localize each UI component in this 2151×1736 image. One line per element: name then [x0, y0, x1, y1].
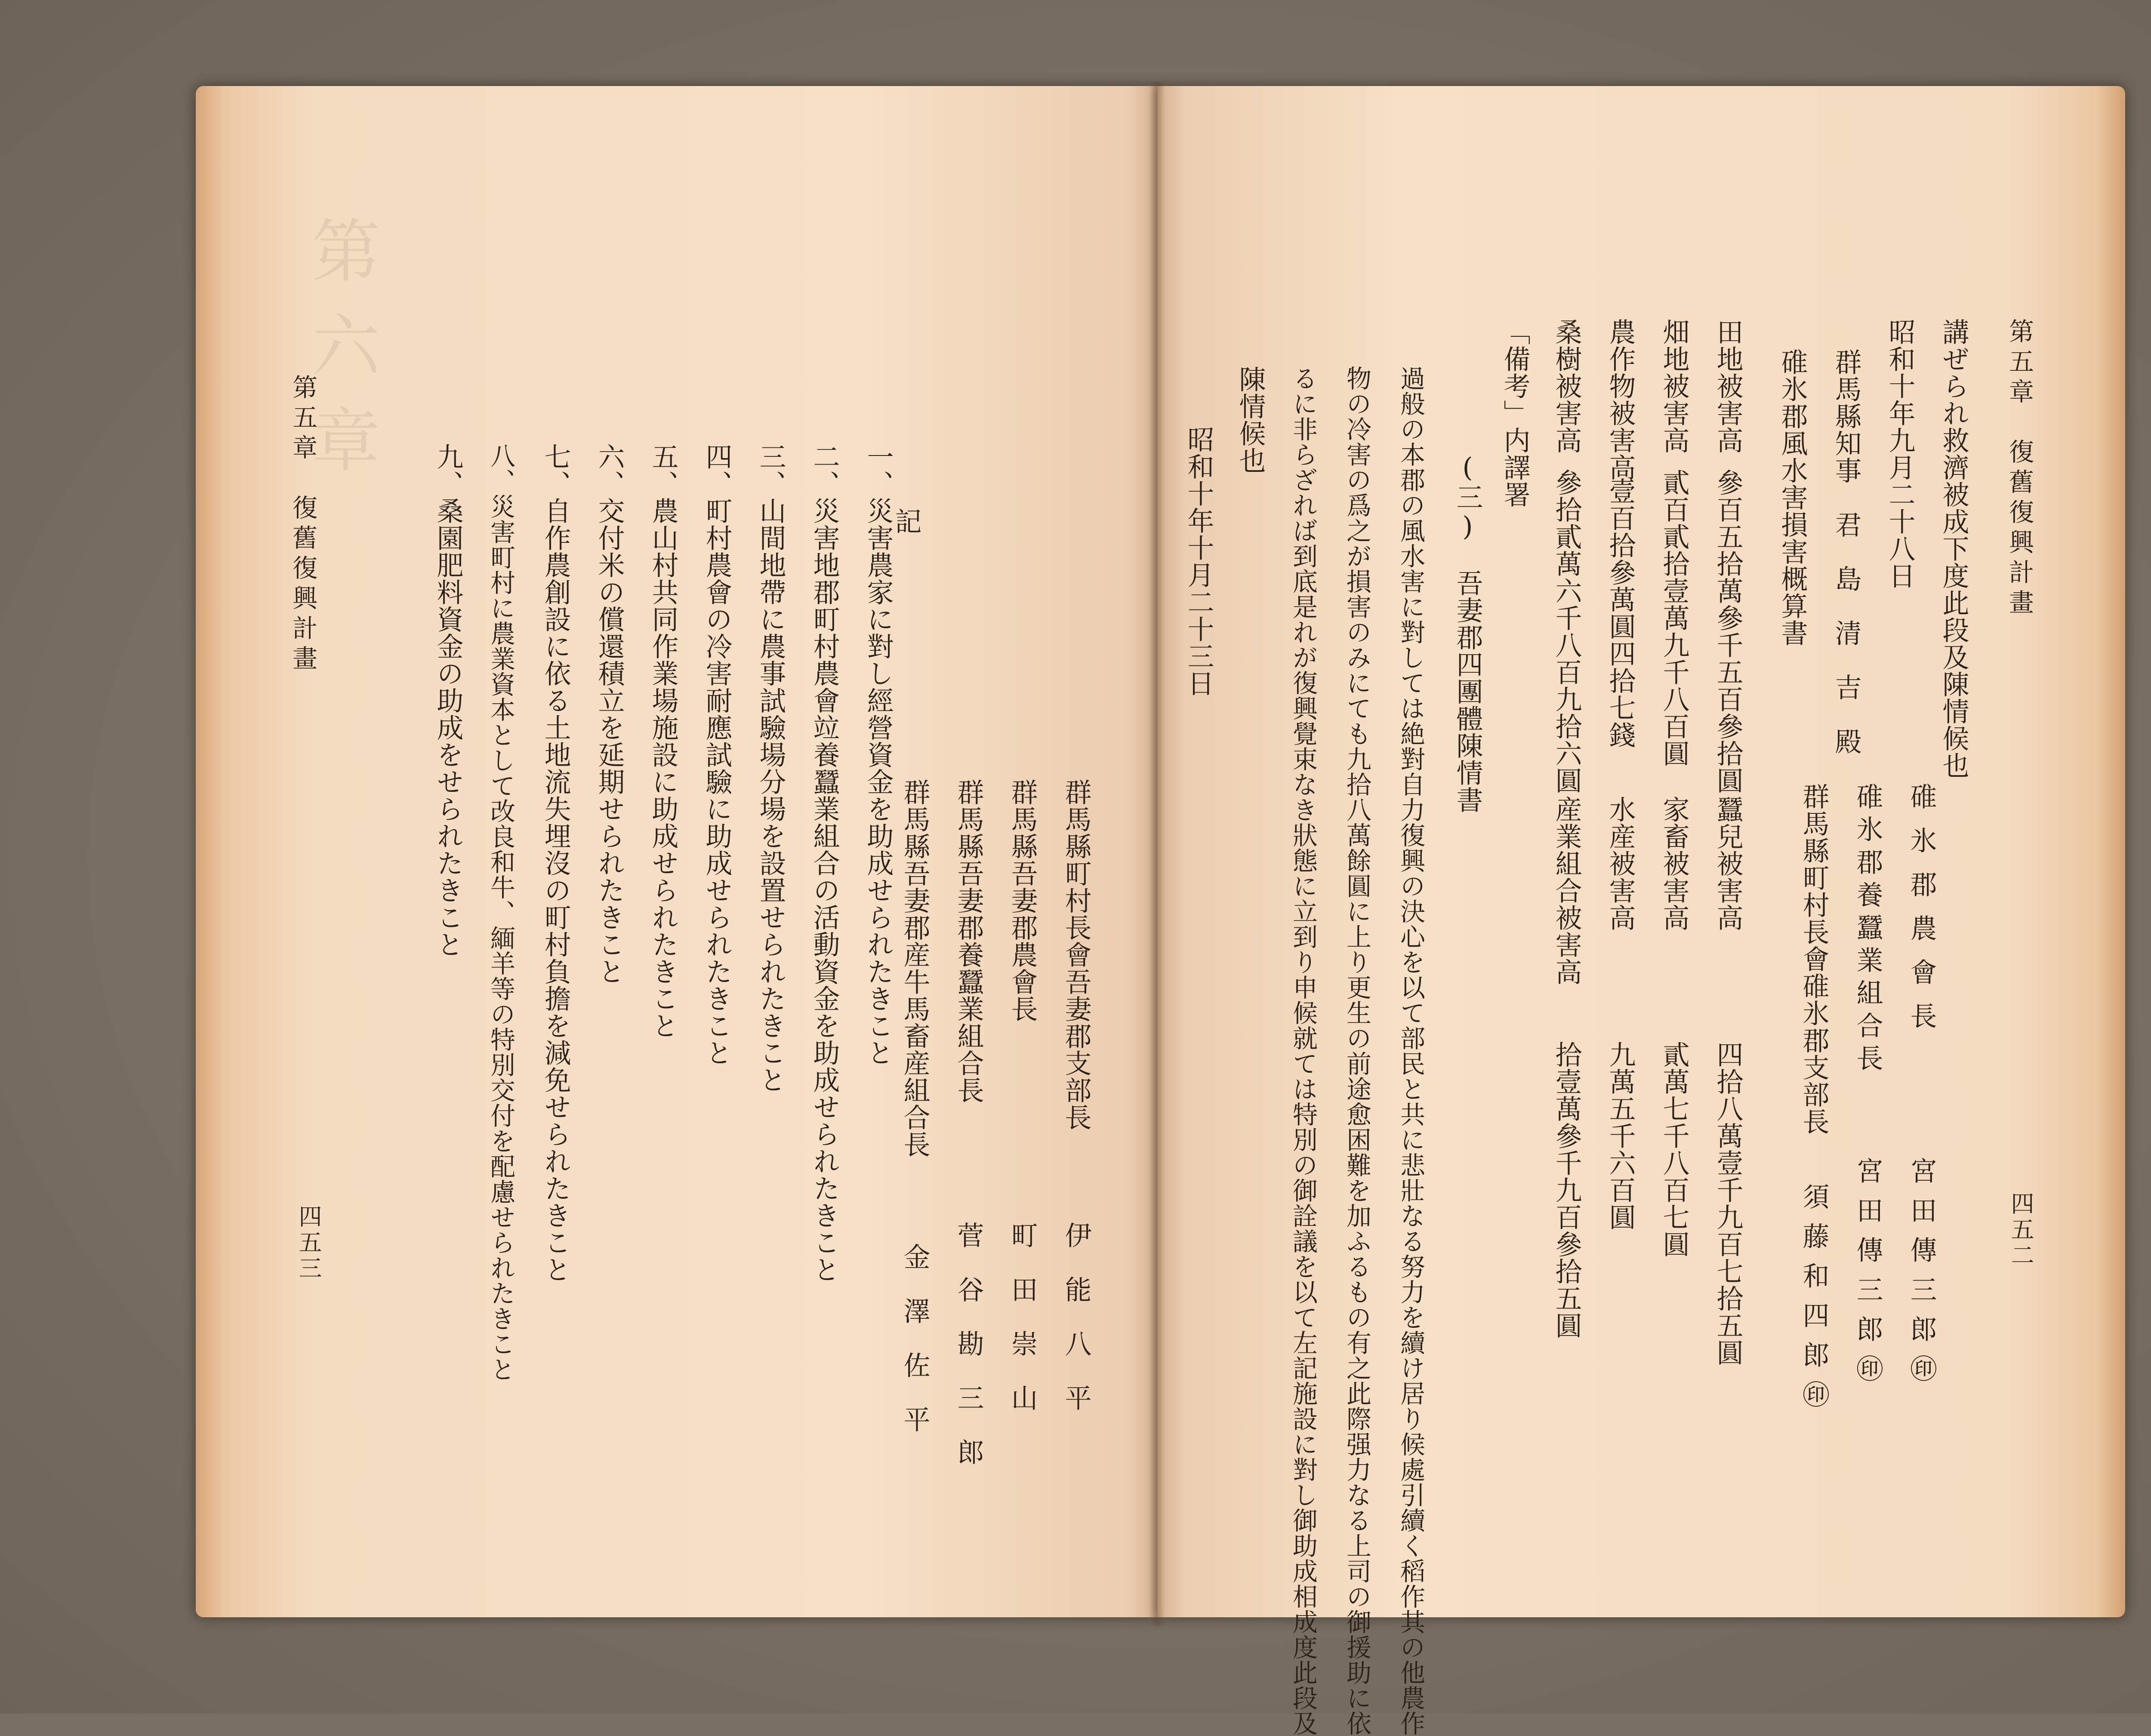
- signatory-1-title: 群馬縣町村長會吾妻郡支部長: [1060, 779, 1092, 1131]
- list-item-6: 六、交付米の償還積立を延期せられたきこと: [594, 443, 625, 985]
- list-item-1: 一、災害農家に對し經營資金を助成せられたきこと: [863, 443, 894, 1066]
- sender-3-name: 須藤和四郎㊞: [1798, 1183, 1830, 1420]
- signatory-4-title: 群馬縣吾妻郡産牛馬畜産組合長: [899, 779, 931, 1158]
- bleed-through-left: 第六章: [300, 215, 380, 499]
- damage-7-label: 水産被害高: [1605, 796, 1636, 931]
- section-title: (三) 吾妻郡四團體陳情書: [1452, 452, 1483, 813]
- signatory-1-name: 伊 能 八 平: [1060, 1222, 1092, 1411]
- date-1: 昭和十年九月二十八日: [1884, 318, 1916, 589]
- body-line-3: るに非らざれば到底是れが復興覺束なき狀態に立到り申候就ては特別の御詮議を以て左記施設に對し御助成相成度此段及: [1288, 366, 1318, 1736]
- body-line-1: 過般の本郡の風水害に對しては絶對自力復興の決心を以て部民と共に悲壯なる努力を續け居り候處引續く稻作其の他農作: [1396, 366, 1425, 1736]
- damage-4-label: 桑樹被害高: [1551, 318, 1582, 454]
- body-line-4: 陳情候也: [1235, 366, 1266, 474]
- sender-2-title: 碓氷郡養蠶業組合長: [1852, 783, 1883, 1077]
- signatory-4-name: 金 澤 佐 平: [899, 1243, 931, 1433]
- sender-1-title: 碓氷郡農會長: [1906, 783, 1937, 1046]
- damage-3-label: 農作物被害高: [1605, 318, 1636, 481]
- damage-6-value: 貳萬七千八百七圓: [1658, 1041, 1690, 1258]
- sender-3-title: 群馬縣町村長會碓氷郡支部長: [1798, 783, 1830, 1135]
- list-item-9: 九、桑園肥料資金の助成をせられたきこと: [432, 443, 464, 958]
- list-item-3: 三、山間地帶に農事試驗場分場を設置せられたきこと: [755, 443, 786, 1093]
- left-running-head: 第五章 復舊復興計畫: [288, 374, 317, 675]
- damage-4-value: 參拾貳萬六千八百九拾六圓: [1551, 469, 1582, 794]
- damage-7-value: 九萬五千六百圓: [1605, 1041, 1636, 1231]
- left-page-number: 四五三: [295, 1204, 322, 1282]
- damage-8-label: 産業組合被害高: [1551, 796, 1582, 985]
- report-title: 碓氷郡風水害損害概算書: [1777, 348, 1808, 646]
- damage-1-label: 田地被害高: [1712, 318, 1744, 454]
- ki-mark: 記: [891, 508, 922, 535]
- list-item-5: 五、農山村共同作業場施設に助成せられたきこと: [647, 443, 679, 1039]
- list-item-7: 七、自作農創設に依る土地流失埋沒の町村負擔を減免せられたきこと: [540, 443, 571, 1283]
- right-page-number: 四五二: [2007, 1191, 2034, 1269]
- signatory-2-title: 群馬縣吾妻郡農會長: [1007, 779, 1038, 1022]
- right-running-head: 第五章 復舊復興計畫: [2005, 318, 2034, 619]
- date-2: 昭和十年十月二十三日: [1183, 426, 1214, 697]
- remarks-label: 「備考」内譯署: [1499, 318, 1531, 508]
- damage-1-value: 參百五拾萬參千五百參拾圓: [1712, 469, 1744, 794]
- damage-8-value: 拾壹萬參千九百參拾五圓: [1551, 1041, 1582, 1339]
- damage-6-label: 家畜被害高: [1658, 796, 1690, 931]
- damage-2-value: 貳百貳拾壹萬九千八百圓: [1658, 469, 1690, 767]
- list-item-8: 八、災害町村に農業資本として改良和牛、緬羊等の特別交付を配慮せられたきこと: [486, 443, 515, 1382]
- damage-2-label: 畑地被害高: [1658, 318, 1690, 454]
- sender-2-name: 宮田傳三郎㊞: [1852, 1157, 1883, 1394]
- body-line-2: 物の冷害の爲之が損害のみにても九拾八萬餘圓に上り更生の前途愈困難を加ふるもの有之此際强力なる上司の御援助に依: [1342, 366, 1371, 1736]
- signatory-3-name: 菅 谷 勘 三 郎: [953, 1222, 984, 1465]
- opening-line: 講ぜられ救濟被成下度此段及陳情候也: [1938, 318, 1969, 779]
- damage-3-value: 壹百拾參萬圓四拾七錢: [1605, 477, 1636, 748]
- addressee: 群馬縣知事 君 島 清 吉 殿: [1831, 348, 1862, 755]
- list-item-4: 四、町村農會の冷害耐應試驗に助成せられたきこと: [701, 443, 733, 1066]
- damage-5-label: 蠶兒被害高: [1712, 796, 1744, 931]
- book-spine: [1149, 82, 1165, 1626]
- damage-5-value: 四拾八萬壹千九百七拾五圓: [1712, 1041, 1744, 1366]
- list-item-2: 二、災害地郡町村農會竝養蠶業組合の活動資金を助成せられたきこと: [809, 443, 840, 1283]
- signatory-2-name: 町 田 崇 山: [1007, 1222, 1038, 1411]
- sender-1-name: 宮田傳三郎㊞: [1906, 1157, 1937, 1394]
- signatory-3-title: 群馬縣吾妻郡養蠶業組合長: [953, 779, 984, 1104]
